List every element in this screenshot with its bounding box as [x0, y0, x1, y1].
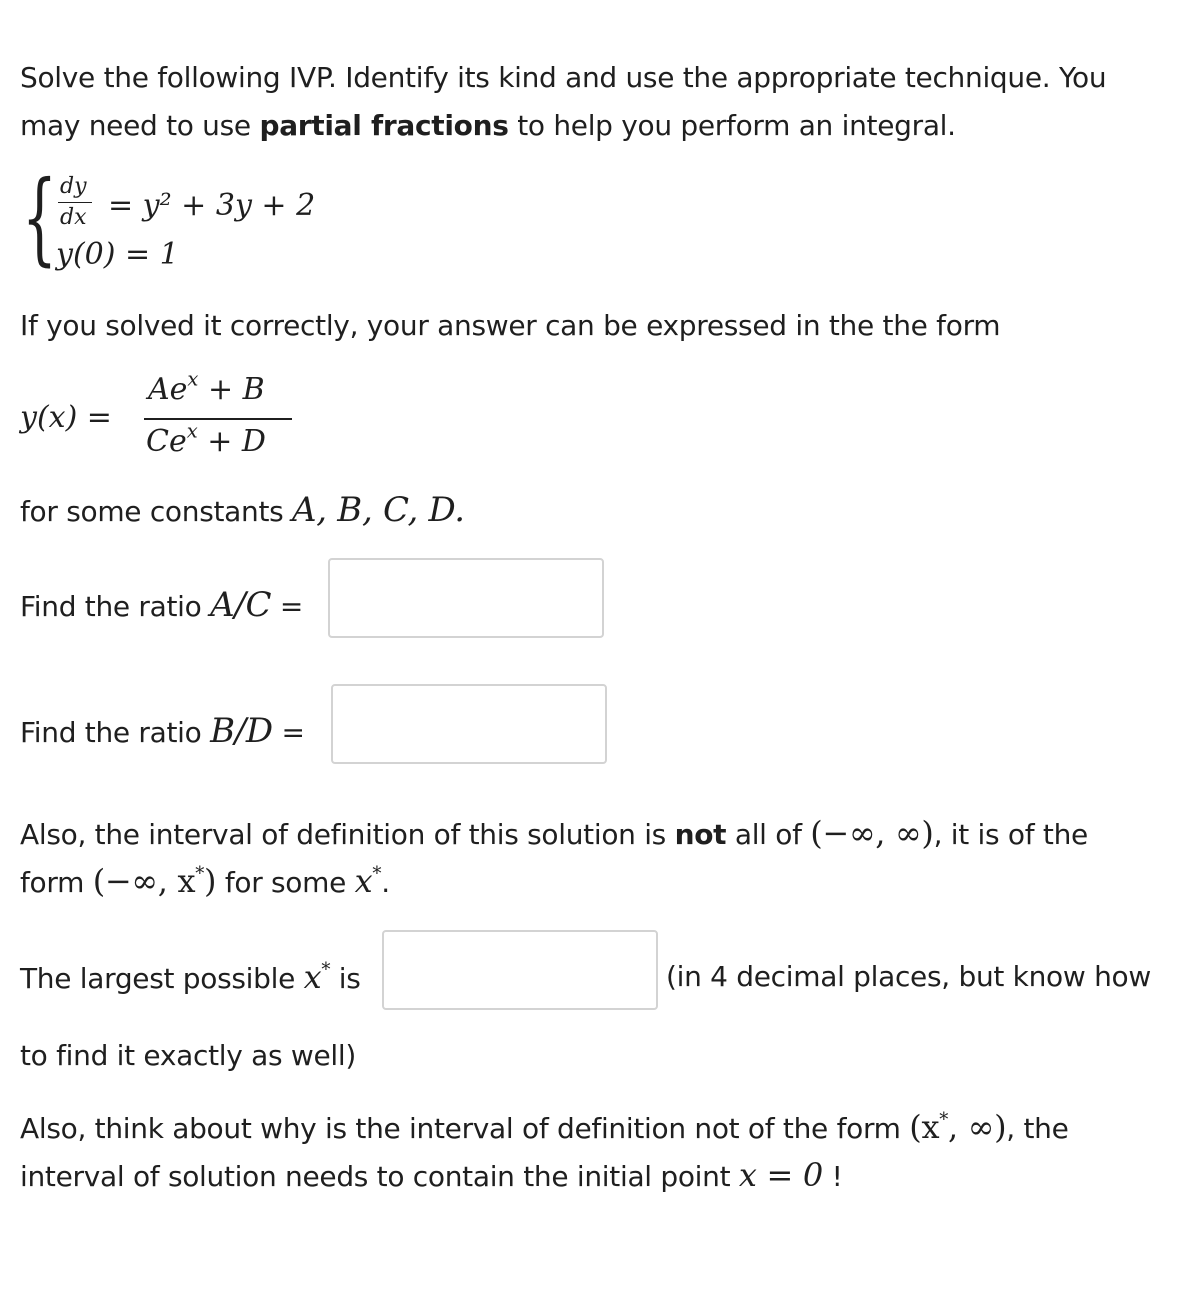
intro-line-2: may need to use partial fractions to help you perform an integral.: [20, 109, 956, 142]
closing-line-2: interval of solution needs to contain the initial point x = 0 !: [20, 1156, 843, 1194]
ivp-rhs: = y² + 3y + 2: [108, 188, 316, 223]
bold-partial-fractions: partial fractions: [259, 109, 509, 142]
largest-x-star-input[interactable]: [382, 930, 658, 1010]
q3-label: The largest possible x* is: [20, 958, 361, 996]
formula-fraction-bar: [144, 418, 292, 420]
q3-note: (in 4 decimal places, but know how: [666, 960, 1151, 993]
constants-line: for some constants A, B, C, D.: [20, 490, 465, 530]
formula-denominator: $Ce^x + D$: [146, 419, 266, 459]
closing-line-1: Also, think about why is the interval of definition not of the form (x*, ∞), the: [20, 1108, 1069, 1146]
ratio-b-d-input[interactable]: [331, 684, 607, 764]
q2-label: Find the ratio B/D =: [20, 711, 305, 751]
ivp-fraction-bar: [58, 202, 92, 203]
interval-line-2: form (−∞, x*) for some x*.: [20, 862, 390, 900]
left-brace: {: [22, 159, 57, 276]
formula-numerator: $Ae^x + B$: [148, 367, 265, 407]
interval-line-1: Also, the interval of definition of this solution is not all of (−∞, ∞), it is of the: [20, 814, 1088, 852]
q3-note-continued: to find it exactly as well): [20, 1039, 356, 1072]
ivp-initial-condition: y(0) = 1: [56, 237, 179, 272]
ivp-dx: dx: [60, 205, 87, 230]
ivp-dy: dy: [60, 174, 87, 199]
formula-lhs: y(x) =: [20, 400, 112, 435]
q1-label: Find the ratio A/C =: [20, 585, 303, 625]
intro-line-1: Solve the following IVP. Identify its kind and use the appropriate technique. You: [20, 61, 1107, 94]
ratio-a-c-input[interactable]: [328, 558, 604, 638]
form-intro-text: If you solved it correctly, your answer can be expressed in the the form: [20, 309, 1001, 342]
